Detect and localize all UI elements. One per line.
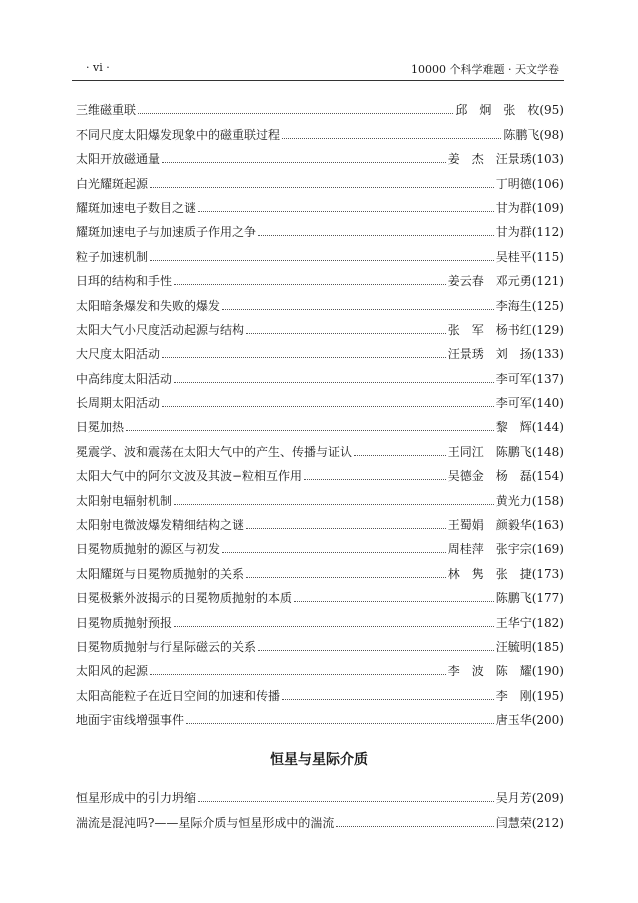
entry-authors-page: 邱 炯 张 枚(95) [455,103,564,118]
entry-authors-page: 吴月芳(209) [495,791,564,806]
entry-title: 太阳高能粒子在近日空间的加速和传播 [76,688,281,703]
entry-authors-page: 闫慧荣(212) [495,815,564,830]
dot-leader [354,454,446,456]
dot-leader [246,332,446,334]
dot-leader [174,283,446,285]
toc-entry [76,94,564,118]
entry-authors-page: 王同江 陈鹏飞(148) [447,444,564,459]
toc-entry [76,704,564,728]
toc-entry [76,606,564,630]
entry-authors-page: 吴德金 杨 磊(154) [447,469,564,484]
entry-title: 太阳耀斑与日冕物质抛射的关系 [76,566,245,581]
entry-authors-page: 李 波 陈 耀(190) [447,664,564,679]
toc-entry [76,216,564,240]
entry-authors-page: 陈鹏飞(177) [495,591,564,606]
dot-leader [258,234,494,236]
toc-entry [76,167,564,191]
entry-title: 不同尺度太阳爆发现象中的磁重联过程 [76,127,281,142]
book-title: 10000 个科学难题 · 天文学卷 [411,63,559,76]
toc-entry [76,314,564,338]
entry-title: 地面宇宙线增强事件 [76,713,185,728]
entry-authors-page: 唐玉华(200) [495,713,564,728]
toc-entry [76,435,564,459]
entry-title: 恒星形成中的引力坍缩 [76,791,197,806]
dot-leader [246,576,446,578]
entry-authors-page: 李海生(125) [495,298,564,313]
entry-authors-page: 陈鹏飞(98) [503,127,564,142]
toc-entry [76,118,564,142]
dot-leader [150,186,494,188]
entry-authors-page: 张 军 杨书红(129) [447,322,564,337]
dot-leader [138,112,453,114]
entry-authors-page: 丁明德(106) [495,176,564,191]
entry-title: 耀斑加速电子数目之谜 [76,200,197,215]
section-heading: 恒星与星际介质 [270,752,368,768]
toc-entry [76,362,564,386]
toc-entry [76,411,564,435]
entry-title: 日冕物质抛射的源区与初发 [76,542,221,557]
entry-title: 中高纬度太阳活动 [76,371,173,386]
dot-leader [222,308,494,310]
entry-title: 粒子加速机制 [76,249,149,264]
toc-entry [76,679,564,703]
entry-title: 日冕物质抛射预报 [76,615,173,630]
dot-leader [174,625,494,627]
entry-title: 太阳射电微波爆发精细结构之谜 [76,518,245,533]
dot-leader [174,381,494,383]
toc-entry [76,782,564,806]
dot-leader [162,405,494,407]
toc-entry [76,143,564,167]
entry-authors-page: 甘为群(112) [495,225,564,240]
header-rule [72,80,564,81]
entry-authors-page: 汪毓明(185) [495,639,564,654]
toc-entry [76,631,564,655]
dot-leader [150,259,494,261]
entry-title: 太阳大气中的阿尔文波及其波−粒相互作用 [76,469,303,484]
toc-entry [76,265,564,289]
entry-title: 日冕加热 [76,420,125,435]
entry-authors-page: 吴桂平(115) [495,249,564,264]
toc-entry [76,582,564,606]
entry-title: 太阳风的起源 [76,664,149,679]
dot-leader [162,356,446,358]
entry-authors-page: 李可军(140) [495,396,564,411]
entry-authors-page: 林 隽 张 捷(173) [447,566,564,581]
dot-leader [304,478,446,480]
dot-leader [150,673,446,675]
dot-leader [198,800,494,802]
toc-entry [76,240,564,264]
toc-entry [76,192,564,216]
toc-entry [76,289,564,313]
entry-authors-page: 黄光力(158) [495,493,564,508]
toc-entry [76,509,564,533]
dot-leader [222,551,446,553]
toc-entry [76,557,564,581]
entry-title: 日冕极紫外波揭示的日冕物质抛射的本质 [76,591,293,606]
entry-title: 三维磁重联 [76,103,137,118]
dot-leader [174,503,494,505]
dot-leader [162,161,446,163]
toc-list [76,94,564,728]
entry-title: 太阳射电辐射机制 [76,493,173,508]
entry-title: 长周期太阳活动 [76,396,161,411]
entry-title: 耀斑加速电子与加速质子作用之争 [76,225,257,240]
toc-entry [76,338,564,362]
toc-entry [76,655,564,679]
entry-title: 冕震学、波和震荡在太阳大气中的产生、传播与证认 [76,444,353,459]
running-header [82,61,559,77]
dot-leader [186,722,494,724]
entry-authors-page: 姜 杰 汪景琇(103) [447,152,564,167]
entry-authors-page: 王华宁(182) [495,615,564,630]
entry-authors-page: 周桂萍 张宇宗(169) [447,542,564,557]
entry-title: 日珥的结构和手性 [76,274,173,289]
entry-title: 太阳开放磁通量 [76,152,161,167]
toc-entry [76,806,564,830]
entry-authors-page: 甘为群(109) [495,200,564,215]
entry-authors-page: 王蜀娟 颜毅华(163) [447,518,564,533]
entry-title: 太阳暗条爆发和失败的爆发 [76,298,221,313]
dot-leader [258,649,494,651]
entry-authors-page: 李可军(137) [495,371,564,386]
entry-authors-page: 李 刚(195) [495,688,564,703]
toc-list-section [76,782,564,831]
entry-authors-page: 黎 辉(144) [495,420,564,435]
entry-title: 湍流是混沌吗?——星际介质与恒星形成中的湍流 [76,815,335,830]
dot-leader [126,429,494,431]
toc-entry [76,387,564,411]
dot-leader [198,210,494,212]
toc-entry [76,460,564,484]
dot-leader [282,698,494,700]
toc-entry [76,484,564,508]
dot-leader [336,825,493,827]
dot-leader [282,137,501,139]
entry-title: 太阳大气小尺度活动起源与结构 [76,322,245,337]
entry-title: 日冕物质抛射与行星际磁云的关系 [76,639,257,654]
toc-entry [76,533,564,557]
entry-authors-page: 汪景琇 刘 扬(133) [447,347,564,362]
page-number: · vi · [86,61,110,74]
entry-authors-page: 姜云春 邓元勇(121) [447,274,564,289]
entry-title: 大尺度太阳活动 [76,347,161,362]
dot-leader [294,600,494,602]
dot-leader [246,527,446,529]
entry-title: 白光耀斑起源 [76,176,149,191]
